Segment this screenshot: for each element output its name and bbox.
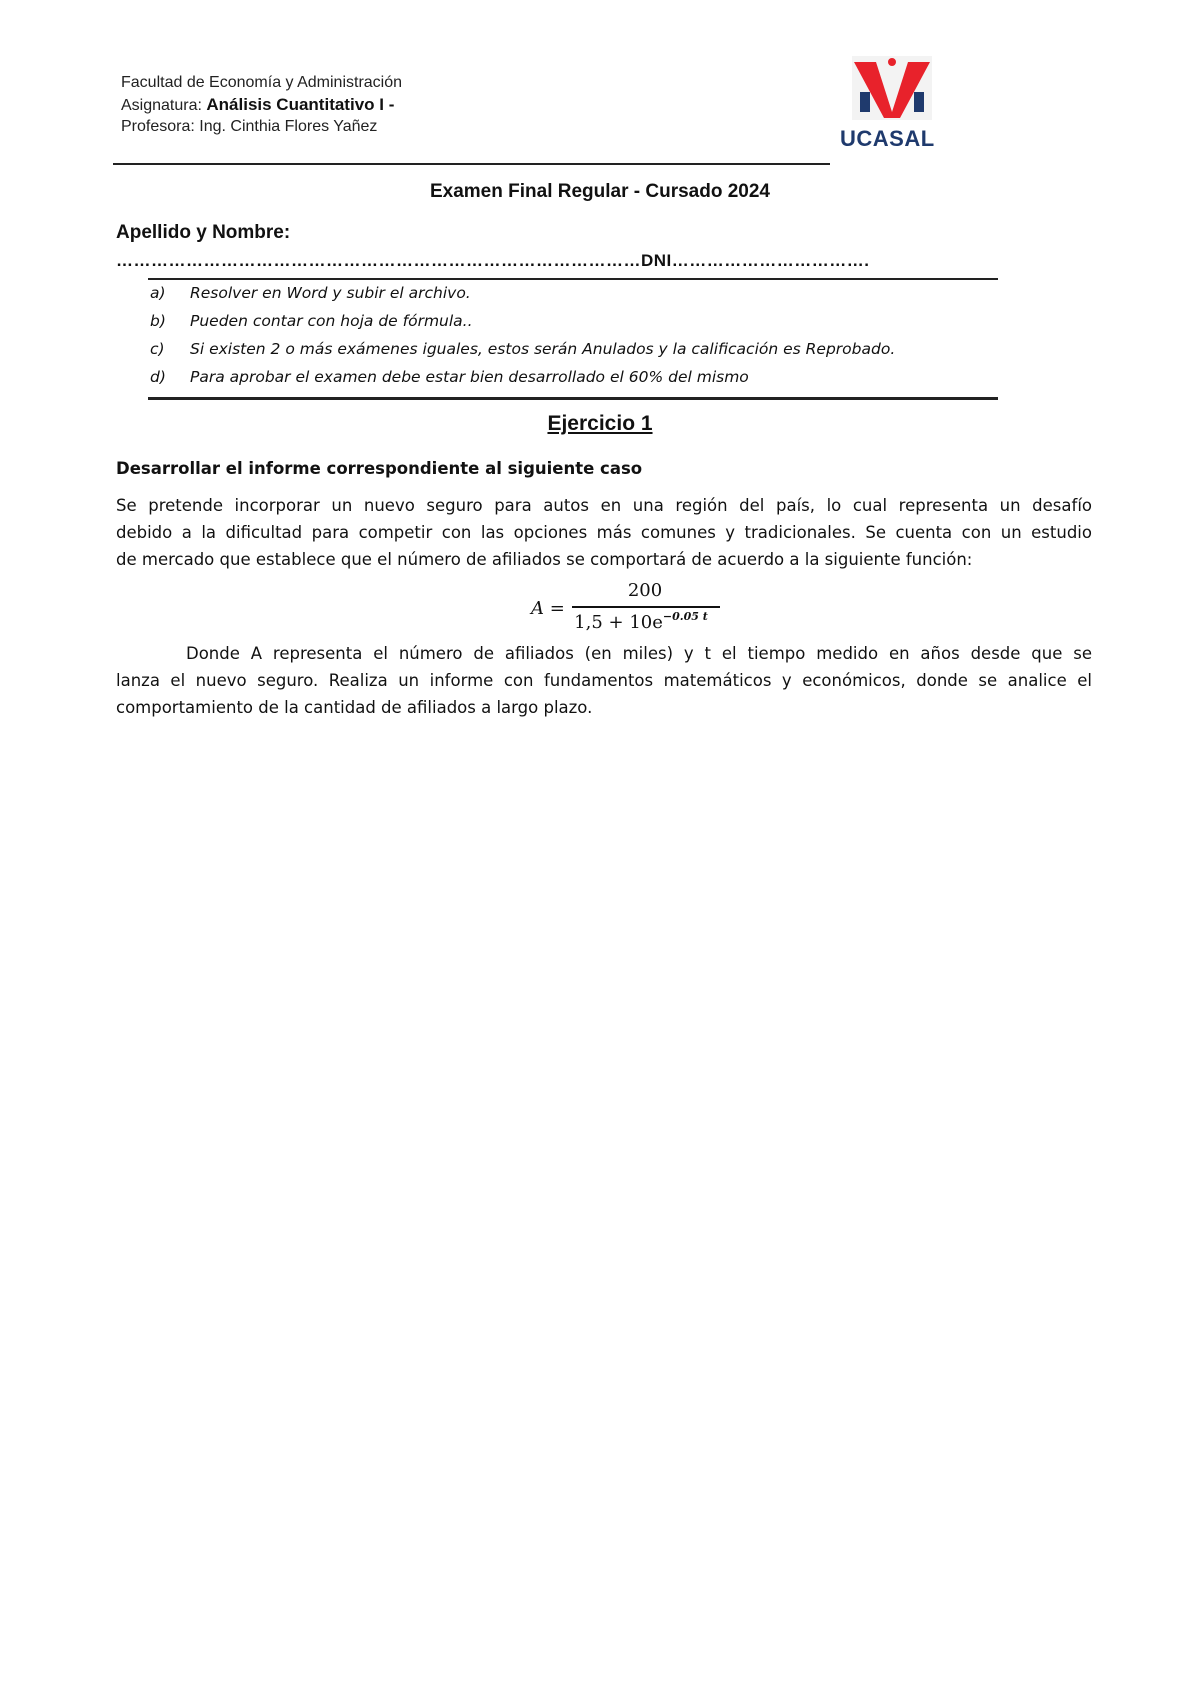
name-label: Apellido y Nombre: bbox=[116, 222, 291, 243]
formula-lhs: A = bbox=[531, 598, 565, 619]
rule-letter: d) bbox=[150, 368, 166, 386]
denominator-exponent: −0.05 t bbox=[662, 610, 708, 623]
fraction-bar bbox=[572, 606, 720, 608]
rules-top-divider bbox=[148, 278, 998, 280]
paragraph-line: Donde A representa el número de afiliados (en miles) y t el tiempo medido en años desde que se bbox=[186, 644, 1092, 663]
paragraph-line: debido a la dificultad para competir con las opciones más comunes y tradicionales. Se cuenta con un estudio bbox=[116, 523, 1092, 542]
exercise-paragraph-1 bbox=[116, 492, 1092, 573]
paragraph-line: Se pretende incorporar un nuevo seguro para autos en una región del país, lo cual representa un desafío bbox=[116, 496, 1092, 515]
rule-letter: c) bbox=[150, 340, 165, 358]
exam-title: Examen Final Regular - Cursado 2024 bbox=[429, 181, 770, 202]
exercise-paragraph-2 bbox=[116, 640, 1092, 721]
formula-denominator bbox=[566, 610, 716, 633]
affiliates-formula bbox=[0, 578, 1200, 638]
ucasal-logo bbox=[838, 54, 948, 154]
rule-text: Resolver en Word y subir el archivo. bbox=[190, 284, 471, 302]
paragraph-line: lanza el nuevo seguro. Realiza un informe con fundamentos matemáticos y económicos, donde se analice el bbox=[116, 671, 1092, 690]
subject-line bbox=[121, 94, 394, 117]
rule-text: Para aprobar el examen debe estar bien desarrollado el 60% del mismo bbox=[190, 368, 749, 386]
logo-text: UCASAL bbox=[840, 126, 935, 151]
teacher-name: Profesora: Ing. Cinthia Flores Yañez bbox=[121, 118, 378, 135]
rule-text: Pueden contar con hoja de fórmula.. bbox=[190, 312, 473, 330]
rule-text: Si existen 2 o más exámenes iguales, estos serán Anulados y la calificación es Reprobado. bbox=[190, 340, 896, 358]
subject-label: Asignatura: bbox=[121, 97, 207, 114]
paragraph-line: comportamiento de la cantidad de afiliados a largo plazo. bbox=[116, 698, 593, 717]
formula-numerator: 200 bbox=[627, 580, 663, 601]
name-dni-line: ………………………………………………………………………………DNI……………………………. bbox=[116, 251, 870, 270]
rule-letter: a) bbox=[150, 284, 166, 302]
header-divider bbox=[113, 163, 830, 165]
exercise-title: Ejercicio 1 bbox=[547, 412, 653, 435]
subject-value: Análisis Cuantitativo I - bbox=[206, 95, 395, 114]
faculty-name: Facultad de Economía y Administración bbox=[121, 74, 403, 91]
paragraph-line: de mercado que establece que el número de afiliados se comportará de acuerdo a la siguiente función: bbox=[116, 550, 973, 569]
rule-letter: b) bbox=[150, 312, 166, 330]
rules-bottom-divider bbox=[148, 397, 998, 400]
rules-list bbox=[150, 284, 1000, 394]
denominator-base: 1,5 + 10e bbox=[574, 612, 663, 633]
exercise-subtitle: Desarrollar el informe correspondiente al siguiente caso bbox=[116, 459, 643, 478]
